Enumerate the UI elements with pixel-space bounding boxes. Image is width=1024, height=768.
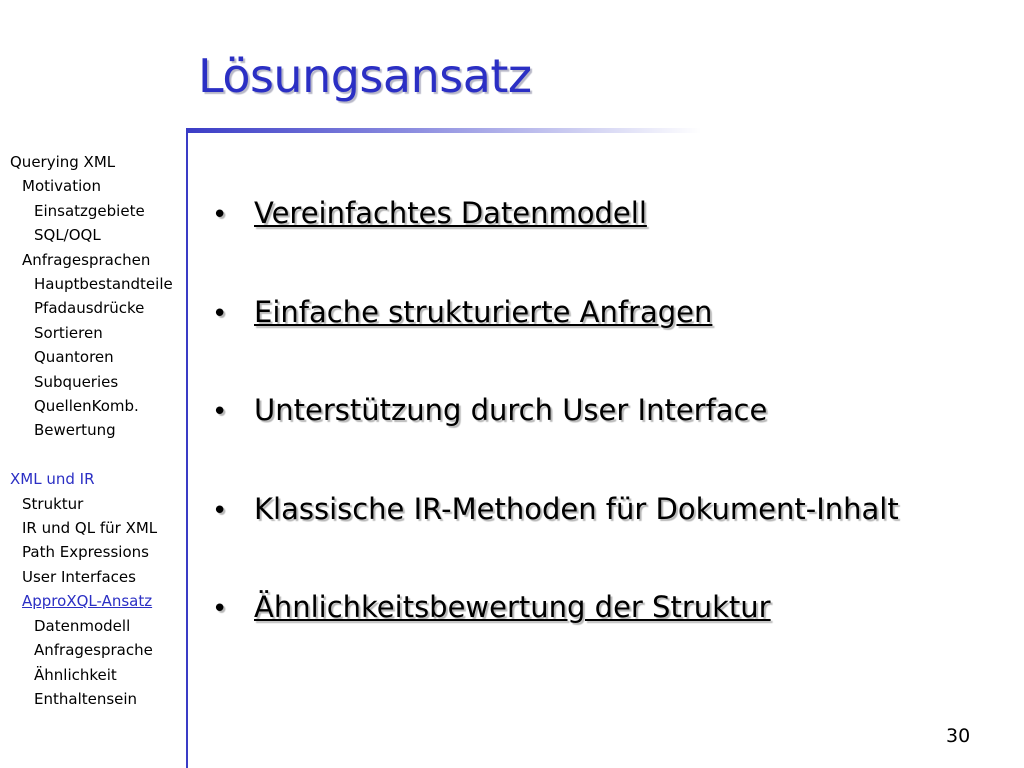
sidebar-item-querying-xml[interactable]: Querying XML bbox=[10, 153, 116, 171]
bullet-item bbox=[212, 584, 992, 683]
bullet-item bbox=[212, 486, 992, 585]
sidebar-item-enthaltensein[interactable]: Enthaltensein bbox=[34, 689, 138, 708]
bullet-list bbox=[212, 190, 992, 683]
bullet-text-ir-methoden: Klassische IR-Methoden für Dokument-Inhalt bbox=[254, 491, 899, 526]
page-number: 30 bbox=[946, 725, 971, 747]
bullet-text-user-interface: Unterstützung durch User Interface bbox=[254, 393, 768, 427]
bullet-item bbox=[212, 190, 992, 289]
bullet-dot-icon: • bbox=[212, 495, 228, 526]
bullet-dot-icon: • bbox=[212, 200, 228, 230]
sidebar-item-approxql-ansatz[interactable]: ApproXQL-Ansatz bbox=[22, 592, 153, 611]
bullet-dot-icon: • bbox=[212, 298, 228, 329]
sidebar-item-path-expressions[interactable]: Path Expressions bbox=[22, 543, 149, 562]
sidebar-item-sortieren[interactable]: Sortieren bbox=[34, 323, 103, 342]
sidebar-item-aehnlichkeit[interactable]: Ähnlichkeit bbox=[34, 665, 117, 684]
sidebar-item-ir-und-ql[interactable]: IR und QL für XML bbox=[22, 519, 158, 538]
sidebar-item-anfragesprachen[interactable]: Anfragesprachen bbox=[22, 250, 151, 269]
sidebar-item-subqueries[interactable]: Subqueries bbox=[34, 372, 119, 391]
title-divider bbox=[186, 128, 701, 133]
sidebar-item-struktur[interactable]: Struktur bbox=[22, 494, 84, 513]
sidebar-item-einsatzgebiete[interactable]: Einsatzgebiete bbox=[34, 201, 145, 220]
sidebar-item-bewertung[interactable]: Bewertung bbox=[34, 421, 116, 440]
sidebar-item-anfragesprache[interactable]: Anfragesprache bbox=[34, 641, 153, 660]
sidebar-item-datenmodell[interactable]: Datenmodell bbox=[34, 616, 131, 635]
sidebar-item-motivation[interactable]: Motivation bbox=[22, 177, 101, 196]
sidebar-item-xml-und-ir[interactable]: XML und IR bbox=[10, 470, 95, 489]
sidebar-item-pfadausdruecke[interactable]: Pfadausdrücke bbox=[34, 299, 145, 318]
slide-title: Lösungsansatz bbox=[198, 49, 532, 103]
sidebar-item-sql-oql[interactable]: SQL/OQL bbox=[34, 226, 101, 245]
bullet-link-vereinfachtes-datenmodell[interactable]: Vereinfachtes Datenmodell bbox=[254, 196, 647, 230]
sidebar-section-gap bbox=[10, 443, 186, 467]
bullet-item bbox=[212, 289, 992, 388]
sidebar-item-hauptbestandteile[interactable]: Hauptbestandteile bbox=[34, 275, 173, 294]
sidebar-divider bbox=[186, 128, 188, 768]
bullet-link-aehnlichkeitsbewertung[interactable]: Ähnlichkeitsbewertung der Struktur bbox=[254, 590, 771, 624]
sidebar-outline bbox=[10, 150, 186, 711]
bullet-dot-icon: • bbox=[212, 594, 228, 624]
sidebar-item-quellenkomb[interactable]: QuellenKomb. bbox=[34, 397, 139, 416]
sidebar-item-quantoren[interactable]: Quantoren bbox=[34, 348, 114, 367]
bullet-item bbox=[212, 387, 992, 486]
sidebar-item-user-interfaces[interactable]: User Interfaces bbox=[22, 567, 136, 586]
bullet-link-einfache-anfragen[interactable]: Einfache strukturierte Anfragen bbox=[254, 294, 713, 329]
bullet-dot-icon: • bbox=[212, 397, 228, 427]
